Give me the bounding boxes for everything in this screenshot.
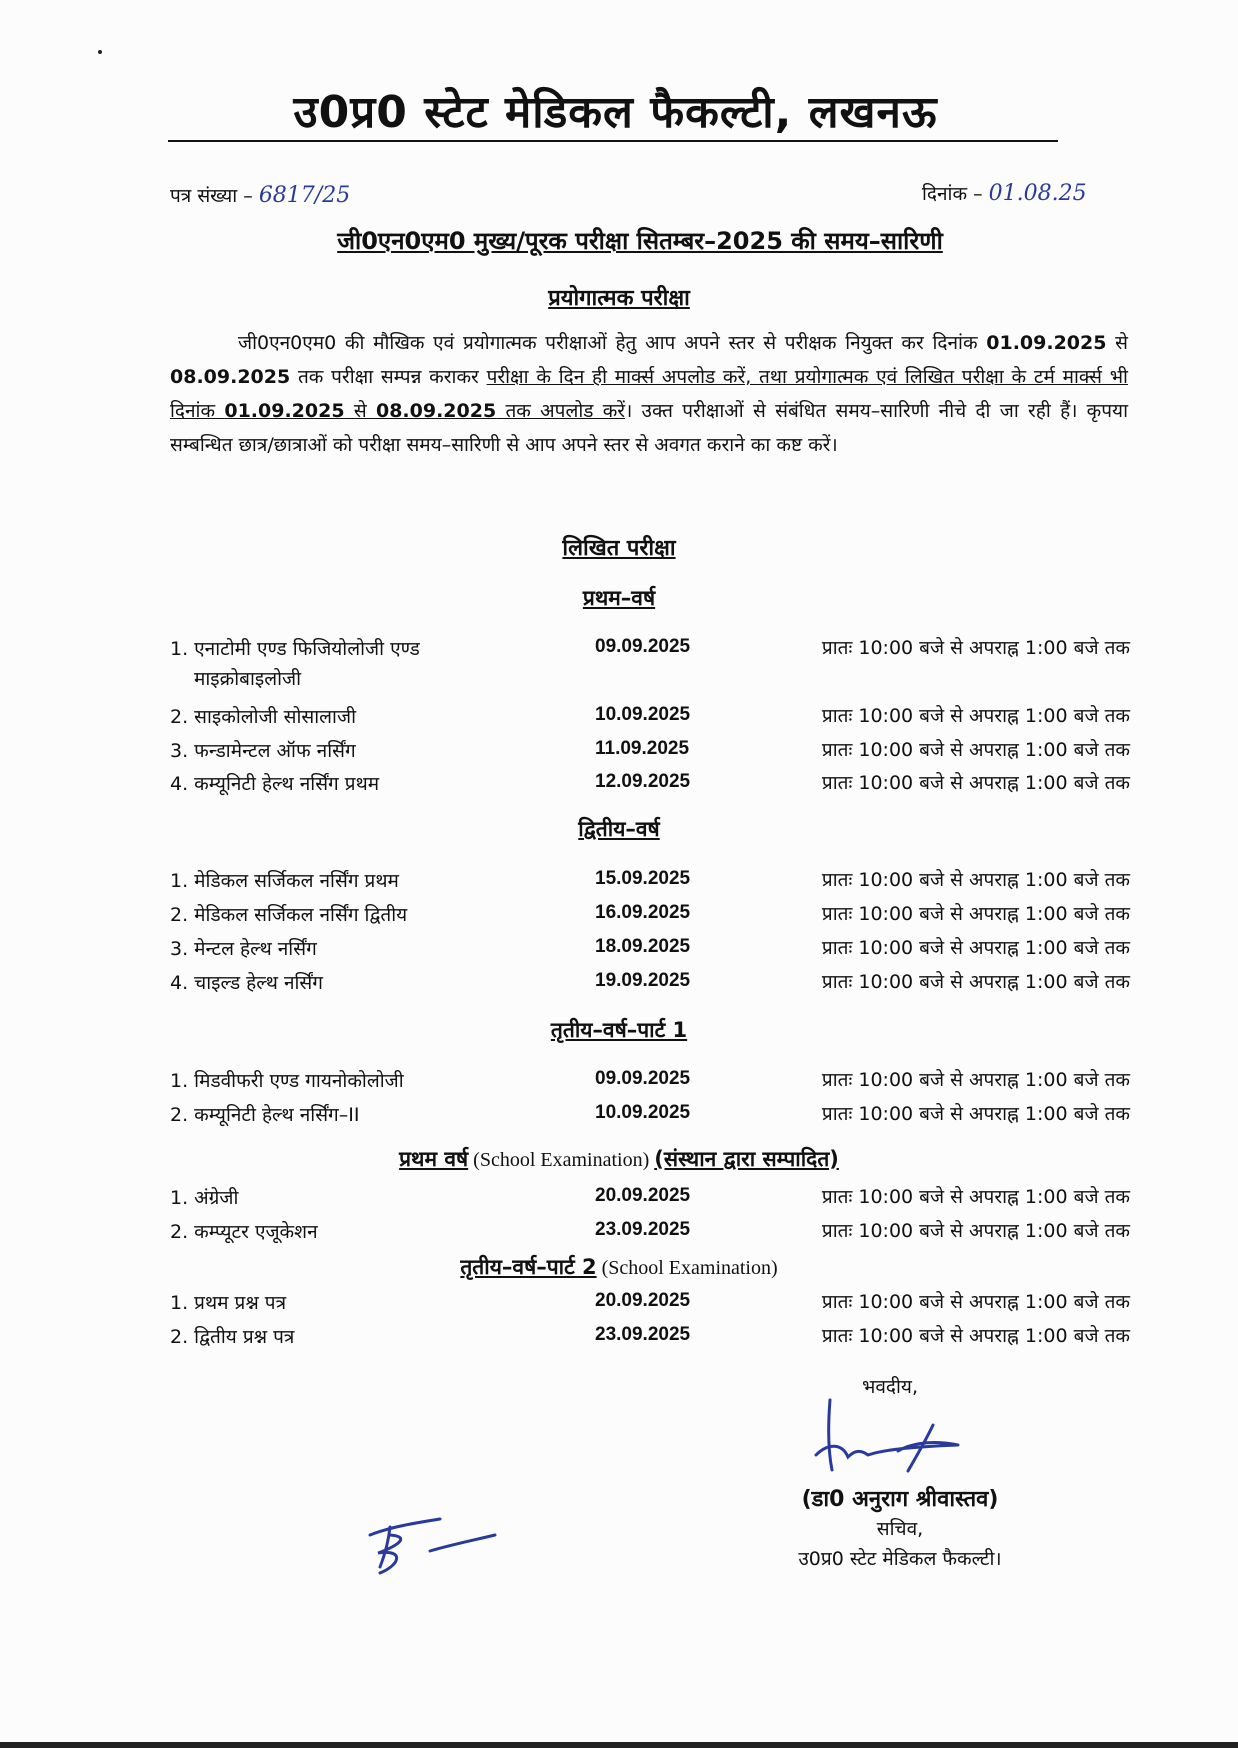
letter-date (922, 180, 1087, 206)
para-text: से (344, 400, 376, 422)
date-value: 01.08.25 (988, 181, 1087, 206)
table-row (170, 769, 1130, 799)
table-row (170, 866, 1130, 896)
exam-date: 18.09.2025 (595, 936, 691, 957)
exam-time: प्रातः 10:00 बजे से अपराह्न 1:00 बजे तक (821, 1069, 1130, 1091)
title-underline (168, 140, 1058, 142)
year1-heading: प्रथम–वर्ष (582, 586, 656, 610)
table-row (170, 634, 1130, 696)
practical-heading: प्रयोगात्मक परीक्षा (548, 286, 690, 311)
exam-date: 19.09.2025 (595, 970, 691, 991)
reference-number (170, 182, 350, 208)
written-exam-heading: लिखित परीक्षा (562, 536, 676, 561)
exam-date: 23.09.2025 (595, 1219, 691, 1240)
exam-time: प्रातः 10:00 बजे से अपराह्न 1:00 बजे तक (821, 869, 1130, 891)
table-row (170, 968, 1130, 998)
exam-time: प्रातः 10:00 बजे से अपराह्न 1:00 बजे तक (821, 637, 1130, 659)
scan-speck (98, 50, 102, 54)
exam-time: प्रातः 10:00 बजे से अपराह्न 1:00 बजे तक (821, 739, 1130, 761)
exam-time: प्रातः 10:00 बजे से अपराह्न 1:00 बजे तक (821, 971, 1130, 993)
signatory-organisation: उ0प्र0 स्टेट मेडिकल फैकल्टी। (798, 1548, 1002, 1570)
table-row (170, 934, 1130, 964)
exam-date: 10.09.2025 (595, 704, 691, 725)
subject-name: 3. फन्डामेन्टल ऑफ नर्सिंग (170, 740, 356, 762)
reference-label: पत्र संख्या – (170, 185, 253, 207)
table-row (170, 1183, 1130, 1213)
subject-name: 4. कम्यूनिटी हेल्थ नर्सिंग प्रथम (170, 773, 380, 795)
signatory-name: (डा0 अनुराग श्रीवास्तव) (801, 1487, 999, 1512)
year3-part2-heading (0, 1253, 1238, 1281)
table-row (170, 1100, 1130, 1130)
subject-name: 1. अंग्रेजी (170, 1187, 239, 1209)
exam-time: प्रातः 10:00 बजे से अपराह्न 1:00 बजे तक (821, 1186, 1130, 1208)
table-row (170, 900, 1130, 930)
para-date: 01.09.2025 (986, 332, 1107, 354)
signatory-designation: सचिव, (876, 1518, 924, 1540)
heading-english: (School Examination) (468, 1149, 655, 1171)
exam-date: 09.09.2025 (595, 1068, 691, 1089)
exam-time: प्रातः 10:00 बजे से अपराह्न 1:00 बजे तक (821, 1325, 1130, 1347)
heading-hindi: प्रथम वर्ष (399, 1147, 469, 1171)
para-date: 08.09.2025 (170, 366, 291, 388)
exam-time: प्रातः 10:00 बजे से अपराह्न 1:00 बजे तक (821, 772, 1130, 794)
table-row (170, 1288, 1130, 1318)
subject-name: 1. प्रथम प्रश्न पत्र (170, 1292, 287, 1314)
table-row (170, 1217, 1130, 1247)
exam-date: 15.09.2025 (595, 868, 691, 889)
heading-hindi: (संस्थान द्वारा सम्पादित) (654, 1147, 839, 1171)
para-text: तक परीक्षा सम्पन्न कराकर (290, 366, 487, 388)
subject-name: 2. कम्यूनिटी हेल्थ नर्सिंग–II (170, 1104, 360, 1126)
para-date: 01.09.2025 (224, 400, 345, 422)
heading-english: (School Examination) (596, 1257, 778, 1279)
year3-part1-heading: तृतीय–वर्ष–पार्ट 1 (550, 1018, 688, 1042)
exam-time: प्रातः 10:00 बजे से अपराह्न 1:00 बजे तक (821, 937, 1130, 959)
exam-time: प्रातः 10:00 बजे से अपराह्न 1:00 बजे तक (821, 1220, 1130, 1242)
table-row (170, 1322, 1130, 1352)
subject-name: 2. द्वितीय प्रश्न पत्र (170, 1326, 295, 1348)
closing-salutation: भवदीय, (862, 1376, 918, 1398)
para-text: से (1106, 332, 1129, 354)
subject-name: 3. मेन्टल हेल्थ नर्सिंग (170, 938, 317, 960)
heading-hindi: तृतीय–वर्ष–पार्ट 2 (460, 1255, 597, 1279)
para-text: परीक्षा के दिन ही मार्क्स अपलोड करें, तथा प्रयोगात्मक एवं लिखित परीक्षा के टर्म मार्क्स भी दिनांक (170, 366, 1128, 422)
table-row (170, 1066, 1130, 1096)
subject-name: 2. साइकोलोजी सोसालाजी (170, 706, 356, 728)
para-date: 08.09.2025 (375, 400, 497, 422)
subject-name: 1. मिडवीफरी एण्ड गायनोकोलोजी (170, 1070, 404, 1092)
exam-time: प्रातः 10:00 बजे से अपराह्न 1:00 बजे तक (821, 1291, 1130, 1313)
year2-heading: द्वितीय–वर्ष (578, 817, 660, 841)
signature-image (808, 1395, 1008, 1485)
exam-date: 16.09.2025 (595, 902, 691, 923)
exam-date: 10.09.2025 (595, 1102, 691, 1123)
scan-edge (0, 1742, 1238, 1748)
subject-name: 2. कम्प्यूटर एजूकेशन (170, 1221, 318, 1243)
para-text: तक अपलोड करें (496, 400, 626, 422)
para-text: । उक्त परीक्षाओं से संबंधित समय–सारिणी नीचे दी जा रही हैं। कृपया सम्बन्धित छात्र/छात्राओं को परीक्षा समय–सारिणी से आप अपने स्तर से अवगत कराने का कष्ट करें। (170, 400, 1128, 456)
initials-image (360, 1515, 500, 1575)
exam-time: प्रातः 10:00 बजे से अपराह्न 1:00 बजे तक (821, 705, 1130, 727)
page-title: उ0प्र0 स्टेट मेडिकल फैकल्टी, लखनऊ (293, 87, 938, 138)
subject-name: 1. मेडिकल सर्जिकल नर्सिंग प्रथम (170, 870, 399, 892)
exam-date: 20.09.2025 (595, 1290, 691, 1311)
exam-time: प्रातः 10:00 बजे से अपराह्न 1:00 बजे तक (821, 903, 1130, 925)
subject-name: 1. एनाटोमी एण्ड फिजियोलोजी एण्ड माइक्रोबाइलोजी (170, 638, 420, 690)
exam-date: 12.09.2025 (595, 771, 691, 792)
table-row (170, 702, 1130, 732)
exam-date: 11.09.2025 (595, 738, 690, 759)
para-text: जी0एन0एम0 की मौखिक एवं प्रयोगात्मक परीक्षाओं हेतु आप अपने स्तर से परीक्षक नियुक्त कर दिनांक (238, 332, 987, 354)
exam-date: 20.09.2025 (595, 1185, 691, 1206)
exam-time: प्रातः 10:00 बजे से अपराह्न 1:00 बजे तक (821, 1103, 1130, 1125)
exam-date: 09.09.2025 (595, 636, 691, 657)
subject-name: 2. मेडिकल सर्जिकल नर्सिंग द्वितीय (170, 904, 408, 926)
table-row (170, 736, 1130, 766)
year1-school-heading (0, 1145, 1238, 1173)
date-label: दिनांक – (922, 183, 983, 205)
reference-value: 6817/25 (258, 183, 351, 208)
subject-name: 4. चाइल्ड हेल्थ नर्सिंग (170, 972, 323, 994)
exam-date: 23.09.2025 (595, 1324, 691, 1345)
instruction-paragraph (170, 326, 1128, 462)
document-heading: जी0एन0एम0 मुख्य/पूरक परीक्षा सितम्बर–2025 की समय–सारिणी (337, 227, 943, 255)
